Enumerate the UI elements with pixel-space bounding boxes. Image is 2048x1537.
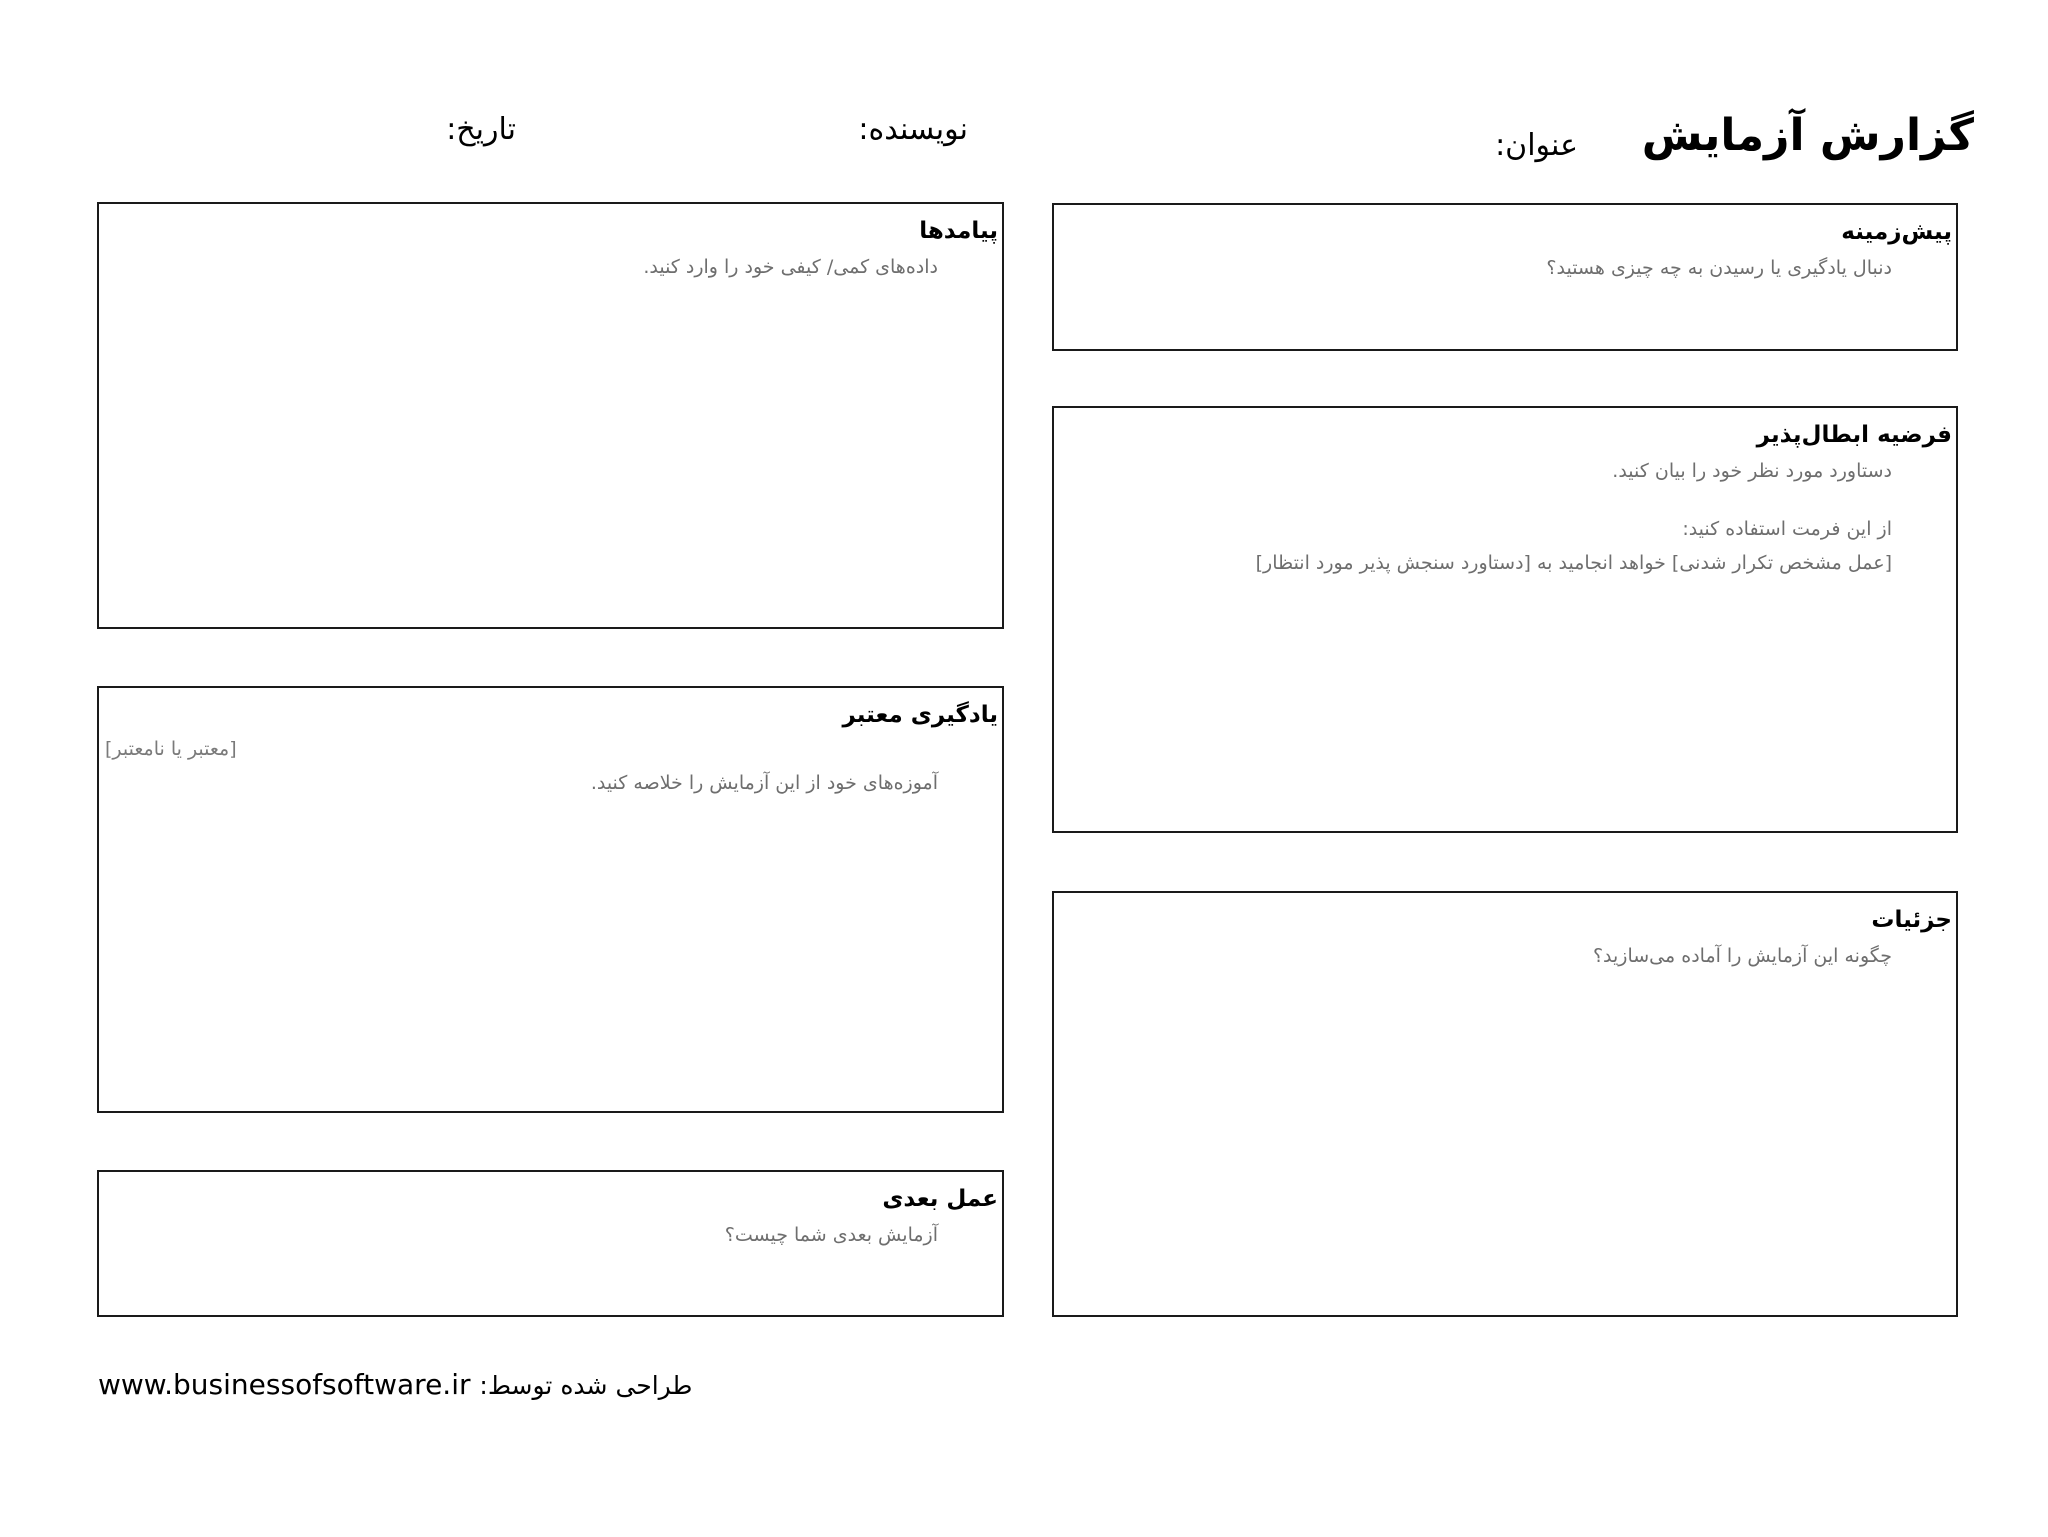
next-action-box [97,1170,1004,1317]
date-label: تاریخ: [446,112,516,147]
details-hint: چگونه این آزمایش را آماده می‌سازید؟ [1592,945,1892,967]
next-action-hint: آزمایش بعدی شما چیست؟ [724,1224,938,1246]
outcomes-hint: داده‌های کمی/ کیفی خود را وارد کنید. [643,256,938,278]
background-box [1052,203,1958,351]
hypothesis-box [1052,406,1958,833]
page-title: گزارش آزمایش [1641,110,1974,161]
next-action-title: عمل بعدی [882,1186,998,1212]
valid-learning-hint: آموزه‌های خود از این آزمایش را خلاصه کنید. [590,772,938,794]
hypothesis-format-intro: از این فرمت استفاده کنید: [1682,518,1892,540]
details-box [1052,891,1958,1317]
hypothesis-hint: دستاورد مورد نظر خود را بیان کنید. [1612,460,1892,482]
details-title: جزئیات [1871,907,1952,933]
author-label: نویسنده: [858,112,968,147]
footer-credit-label: طراحی شده توسط: [479,1371,693,1400]
background-title: پیش‌زمینه [1841,219,1952,245]
subject-label: عنوان: [1495,128,1578,163]
outcomes-title: پیامدها [919,218,998,244]
valid-learning-title: یادگیری معتبر [842,702,998,728]
footer-credit [98,1368,692,1401]
valid-learning-tag: [معتبر یا نامعتبر] [105,738,237,760]
footer-url: www.businessofsoftware.ir [98,1368,471,1401]
hypothesis-title: فرضیه ابطال‌پذیر [1756,422,1952,448]
valid-learning-box [97,686,1004,1113]
hypothesis-format-template: [عمل مشخص تکرار شدنی] خواهد انجامید به [دستاورد سنجش پذیر مورد انتظار] [1255,552,1892,574]
outcomes-box [97,202,1004,629]
background-hint: دنبال یادگیری یا رسیدن به چه چیزی هستید؟ [1546,257,1892,279]
